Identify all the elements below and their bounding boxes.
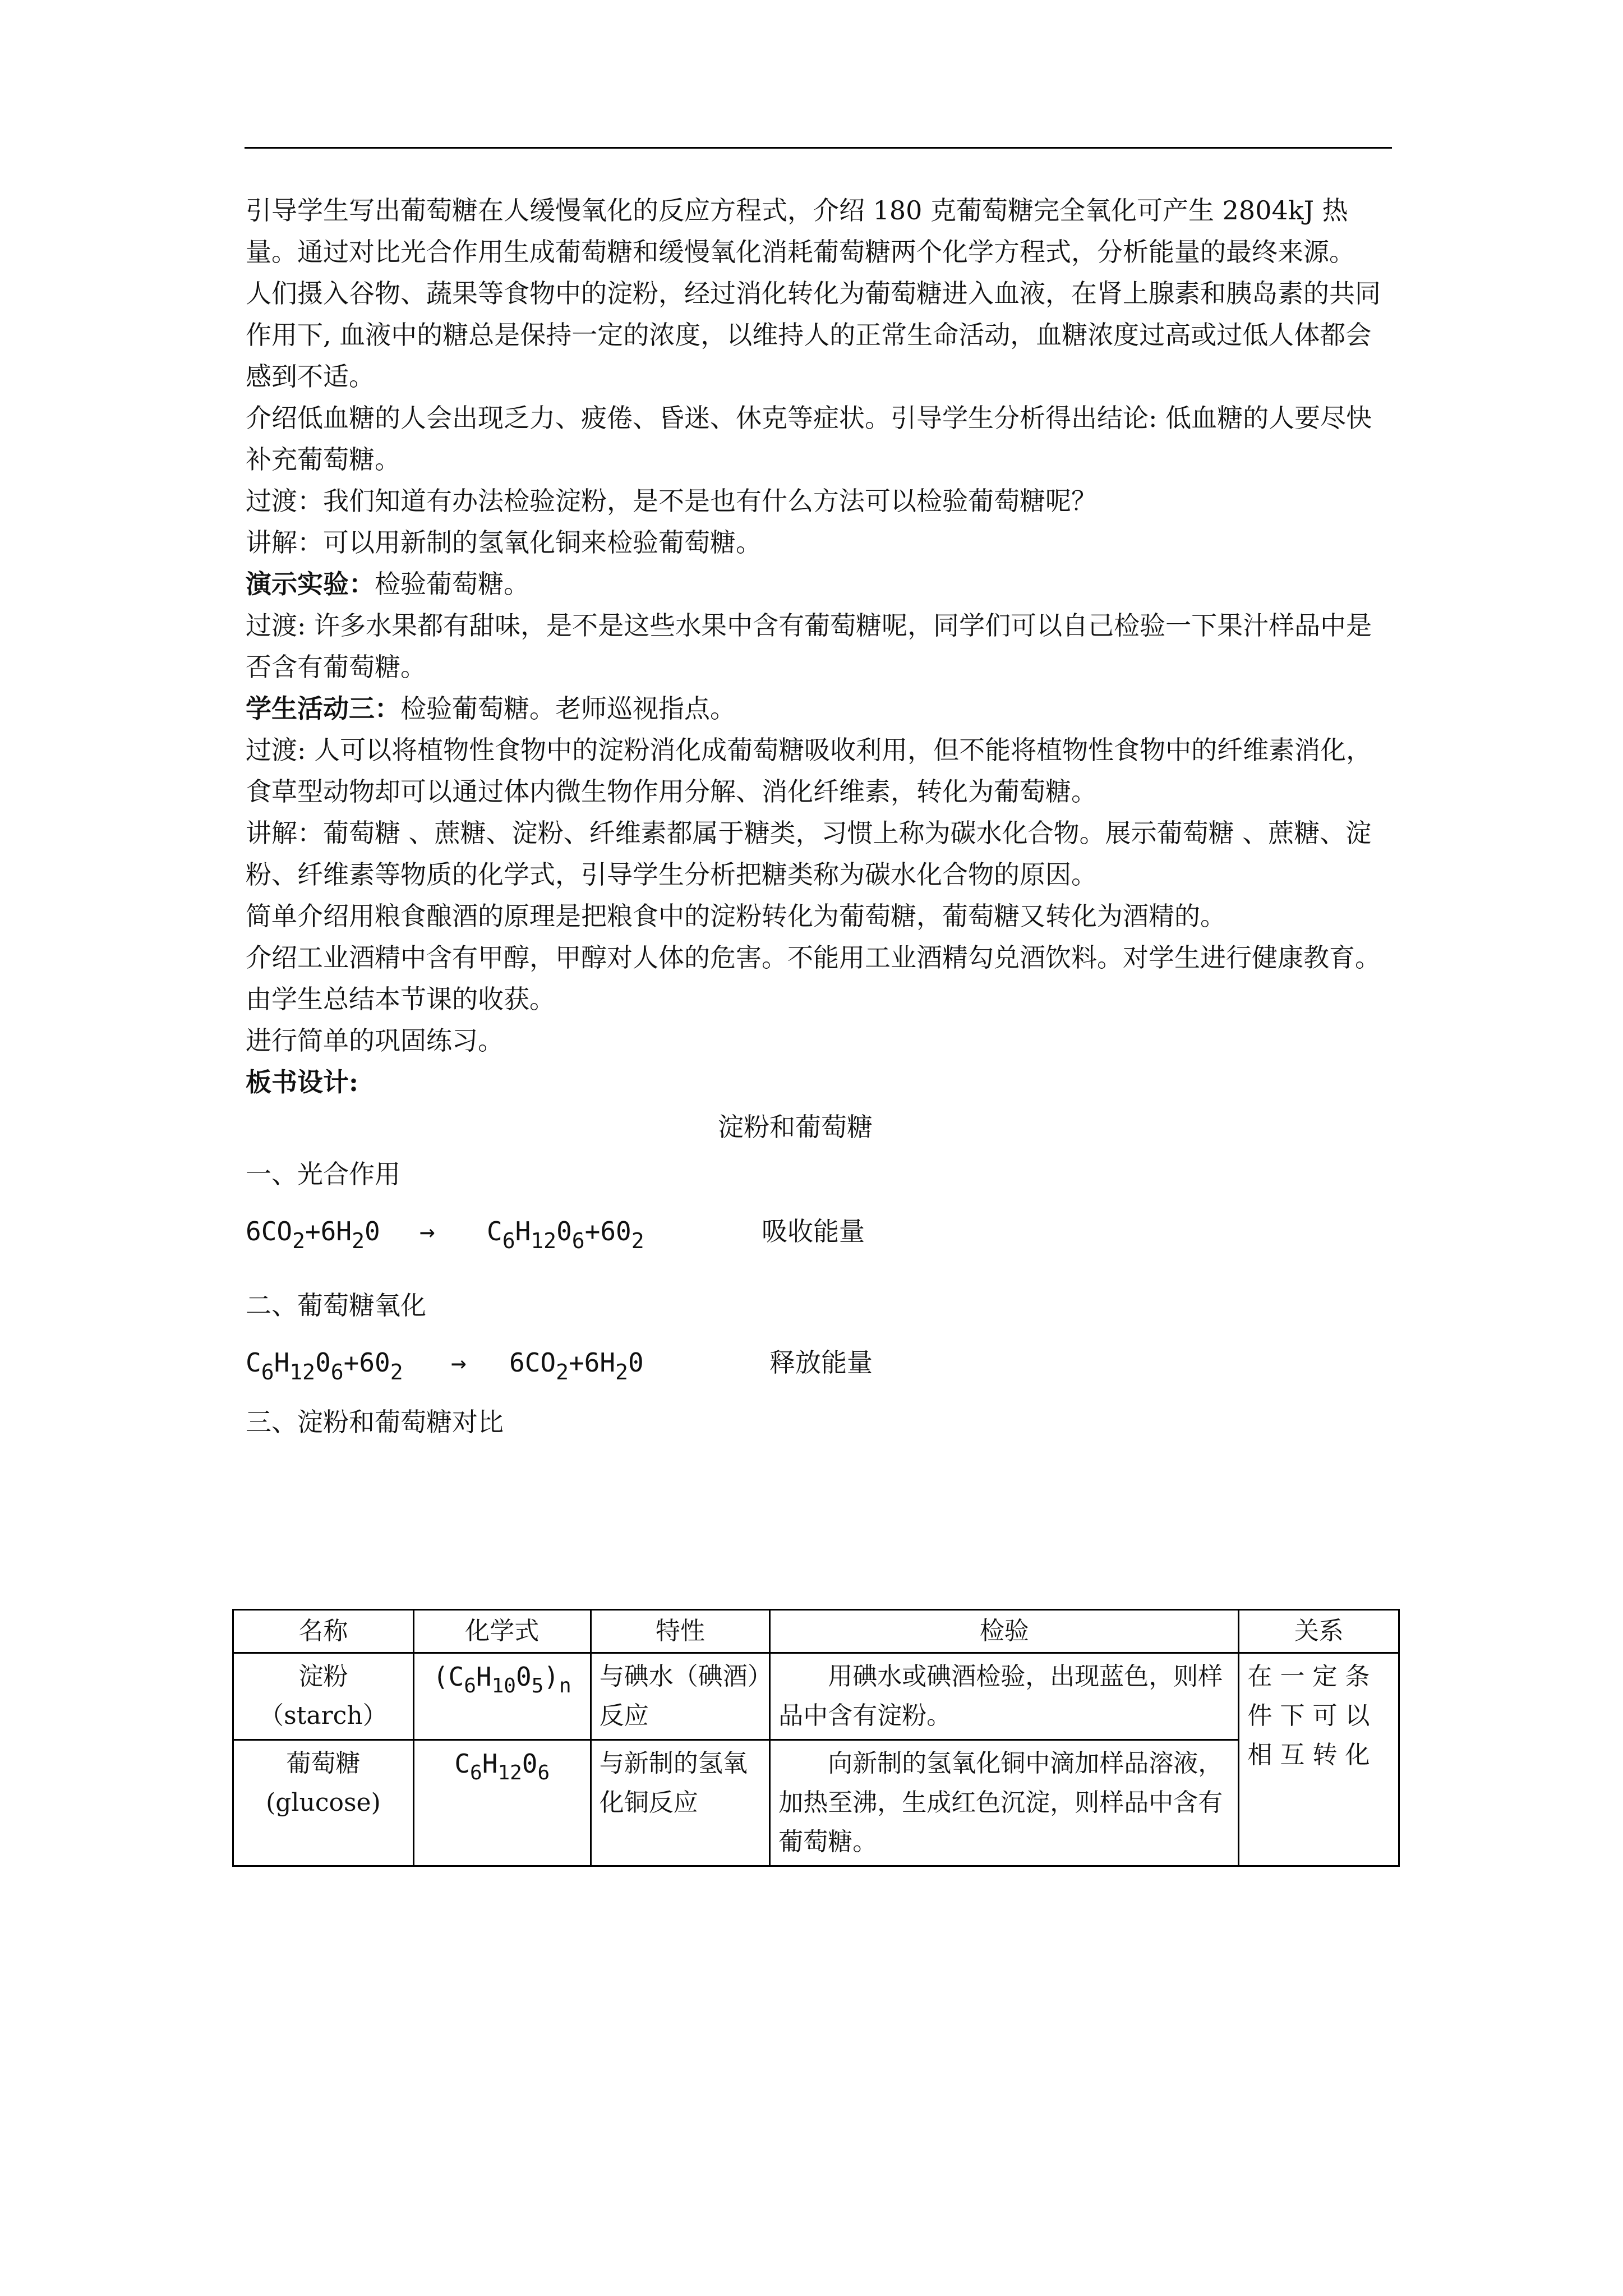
equation-products: $6CO_2+6H_20$ xyxy=(509,1347,644,1384)
table-row xyxy=(233,1653,1399,1740)
paragraph: 过渡: 人可以将植物性食物中的淀粉消化成葡萄糖吸收利用，但不能将植物性食物中的纤维素消化，食草型动物却可以通过体内微生物作用分解、消化纤维素，转化为葡萄糖。 xyxy=(246,735,1372,807)
cell-formula: $(C_6H_{10}0_5)_n$ xyxy=(413,1653,591,1740)
board-title: 淀粉和葡萄糖 xyxy=(718,1112,873,1142)
table-header-row xyxy=(233,1610,1399,1653)
document-body xyxy=(246,190,1396,1443)
section-heading: 三、淀粉和葡萄糖对比 xyxy=(246,1407,504,1437)
cell-check: 用碘水或碘酒检验，出现蓝色，则样品中含有淀粉。 xyxy=(770,1653,1239,1740)
paragraph: 引导学生写出葡萄糖在人缓慢氧化的反应方程式，介绍 180 克葡萄糖完全氧化可产生 2804kJ 热量。通过对比光合作用生成葡萄糖和缓慢氧化消耗葡萄糖两个化学方程式，分析能量的最终来源。 xyxy=(246,195,1355,267)
paragraph: 由学生总结本节课的收获。 xyxy=(246,984,555,1014)
paragraph: 过渡：我们知道有办法检验淀粉，是不是也有什么方法可以检验葡萄糖呢？ xyxy=(246,486,1097,516)
paragraph: 讲解：葡萄糖 、蔗糖、淀粉、纤维素都属于糖类，习惯上称为碳水化合物。展示葡萄糖 、蔗糖、淀粉、纤维素等物质的化学式，引导学生分析把糖类称为碳水化合物的原因。 xyxy=(246,818,1372,890)
column-header: 检验 xyxy=(770,1610,1239,1653)
paragraph: 进行简单的巩固练习。 xyxy=(246,1025,504,1056)
equation-note: 吸收能量 xyxy=(762,1216,865,1246)
equation-reactants: $C_6H_{12}0_6+60_2$ xyxy=(246,1347,403,1384)
equation-products: $C_6H_{12}0_6+60_2$ xyxy=(487,1216,644,1253)
comparison-table xyxy=(232,1609,1400,1867)
paragraph: 介绍低血糖的人会出现乏力、疲倦、昏迷、休克等症状。引导学生分析得出结论: 低血糖的人要尽快补充葡萄糖。 xyxy=(246,403,1372,475)
column-header: 关系 xyxy=(1239,1610,1399,1653)
column-header: 化学式 xyxy=(413,1610,591,1653)
paragraph: 板书设计: xyxy=(246,1067,358,1097)
header-rule xyxy=(245,147,1392,149)
paragraph: 人们摄入谷物、蔬果等食物中的淀粉，经过消化转化为葡萄糖进入血液，在肾上腺素和胰岛素的共同作用下, 血液中的糖总是保持一定的浓度，以维持人的正常生命活动，血糖浓度过高或过低人体都会感到不适。 xyxy=(246,278,1381,392)
paragraph: 介绍工业酒精中含有甲醇，甲醇对人体的危害。不能用工业酒精勾兑酒饮料。对学生进行健康教育。 xyxy=(246,942,1381,973)
table-row xyxy=(233,1740,1399,1866)
cell-name: 淀粉 （starch） xyxy=(233,1653,414,1740)
paragraph: 学生活动三：检验葡萄糖。老师巡视指点。 xyxy=(246,693,736,724)
cell-property: 与新制的氢氧化铜反应 xyxy=(591,1740,769,1866)
cell-check: 向新制的氢氧化铜中滴加样品溶液，加热至沸，生成红色沉淀，则样品中含有葡萄糖。 xyxy=(770,1740,1239,1866)
equation-note: 释放能量 xyxy=(769,1347,873,1378)
equation-photosynthesis xyxy=(246,1205,1396,1257)
cell-formula: $C_6H_{12}0_6$ xyxy=(413,1740,591,1866)
arrow-icon: → xyxy=(451,1347,467,1378)
cell-name: 葡萄糖 (glucose) xyxy=(233,1740,414,1866)
paragraph: 简单介绍用粮食酿酒的原理是把粮食中的淀粉转化为葡萄糖，葡萄糖又转化为酒精的。 xyxy=(246,901,1226,931)
arrow-icon: → xyxy=(419,1216,435,1246)
section-heading: 一、光合作用 xyxy=(246,1159,400,1189)
cell-property: 与碘水（碘酒）反应 xyxy=(591,1653,769,1740)
section-heading: 二、葡萄糖氧化 xyxy=(246,1290,426,1320)
paragraph: 过渡: 许多水果都有甜味，是不是这些水果中含有葡萄糖呢，同学们可以自己检验一下果汁样品中是否含有葡萄糖。 xyxy=(246,610,1372,682)
paragraph: 演示实验：检验葡萄糖。 xyxy=(246,569,529,599)
equation-oxidation xyxy=(246,1336,1396,1388)
equation-reactants: $6CO_2+6H_20$ xyxy=(246,1216,380,1253)
column-header: 名称 xyxy=(233,1610,414,1653)
paragraph: 讲解：可以用新制的氢氧化铜来检验葡萄糖。 xyxy=(246,527,762,558)
cell-relation: 在一定条件下可以相互转化 xyxy=(1239,1653,1399,1866)
column-header: 特性 xyxy=(591,1610,769,1653)
